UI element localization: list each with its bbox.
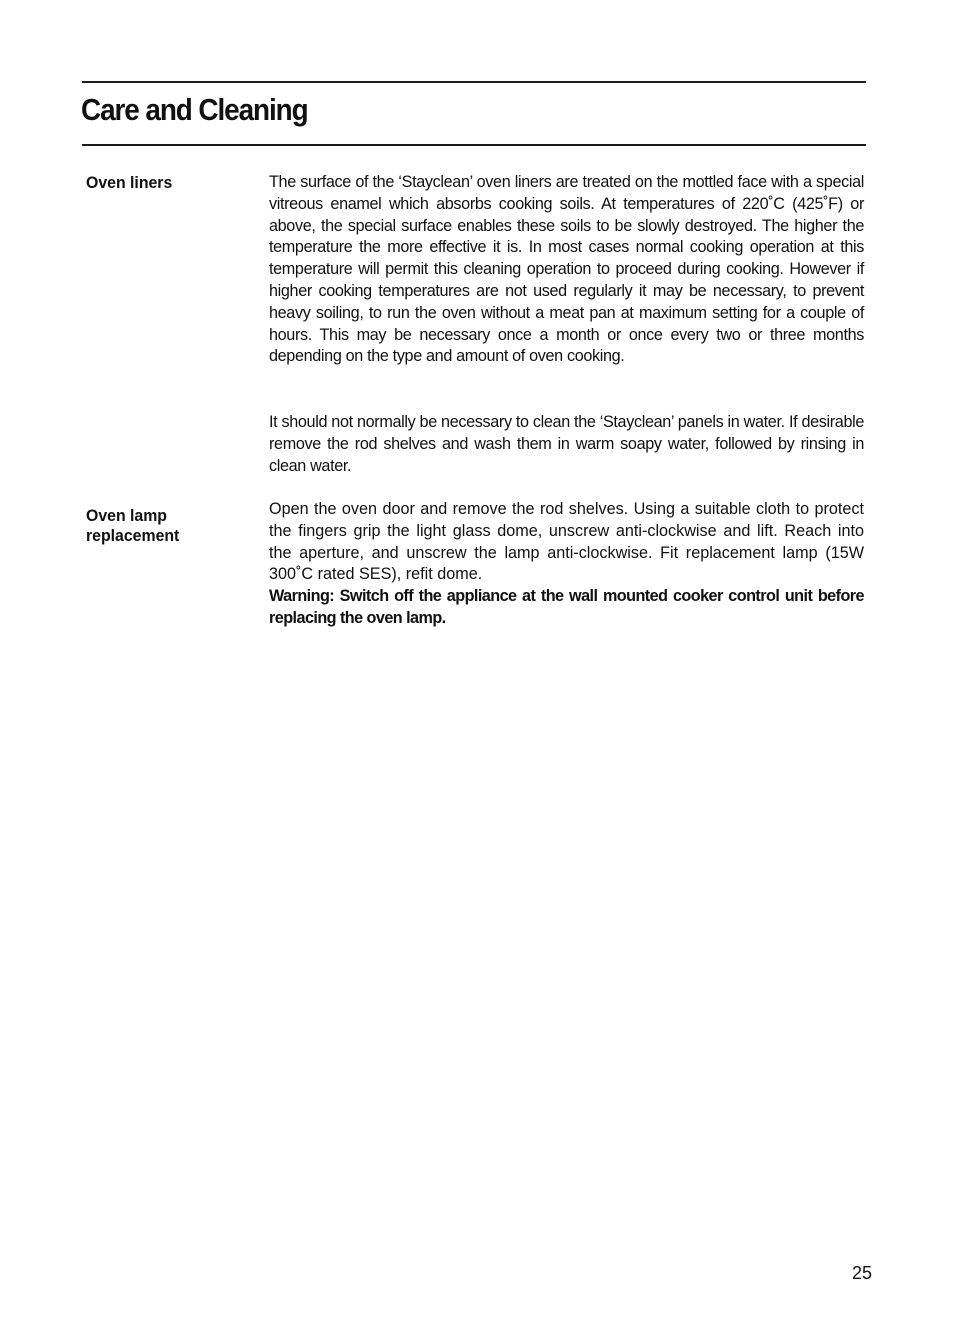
top-divider bbox=[82, 81, 866, 83]
oven-lamp-warning: Warning: Switch off the appliance at the wall mounted cooker control unit before replacing the oven lamp. bbox=[269, 587, 864, 627]
page-title: Care and Cleaning bbox=[81, 92, 308, 127]
title-divider bbox=[82, 144, 866, 146]
section-label-oven-liners: Oven liners bbox=[86, 174, 173, 192]
section-label-oven-lamp-replacement: Oven lamp replacement bbox=[86, 507, 180, 545]
page-number: 25 bbox=[851, 1263, 872, 1283]
oven-lamp-paragraph: Open the oven door and remove the rod shelves. Using a suitable cloth to protect the fingers grip the light glass dome, unscrew anti-clockwise and lift. Reach into the aperture, and unscrew the lamp anti-clockwise. Fit replacement lamp (15W 300˚C rated SES), refit dome. bbox=[269, 500, 864, 584]
oven-liners-paragraph-1: The surface of the ‘Stayclean’ oven liners are treated on the mottled face with a special vitreous enamel which absorbs cooking soils. At temperatures of 220˚C (425˚F) or above, the special surface enables these soils to be slowly destroyed. The higher the temperature the more effective it is. In most cases normal cooking operation at this temperature will permit this cleaning operation to proceed during cooking. However if higher cooking temperatures are not used regularly it may be necessary, to prevent heavy soiling, to run the oven without a meat pan at maximum setting for a couple of hours. This may be necessary once a month or once every two or three months depending on the type and amount of oven cooking. bbox=[269, 173, 864, 366]
oven-liners-paragraph-2: It should not normally be necessary to clean the ‘Stayclean’ panels in water. If desirable remove the rod shelves and wash them in warm soapy water, followed by rinsing in clean water. bbox=[269, 413, 864, 475]
